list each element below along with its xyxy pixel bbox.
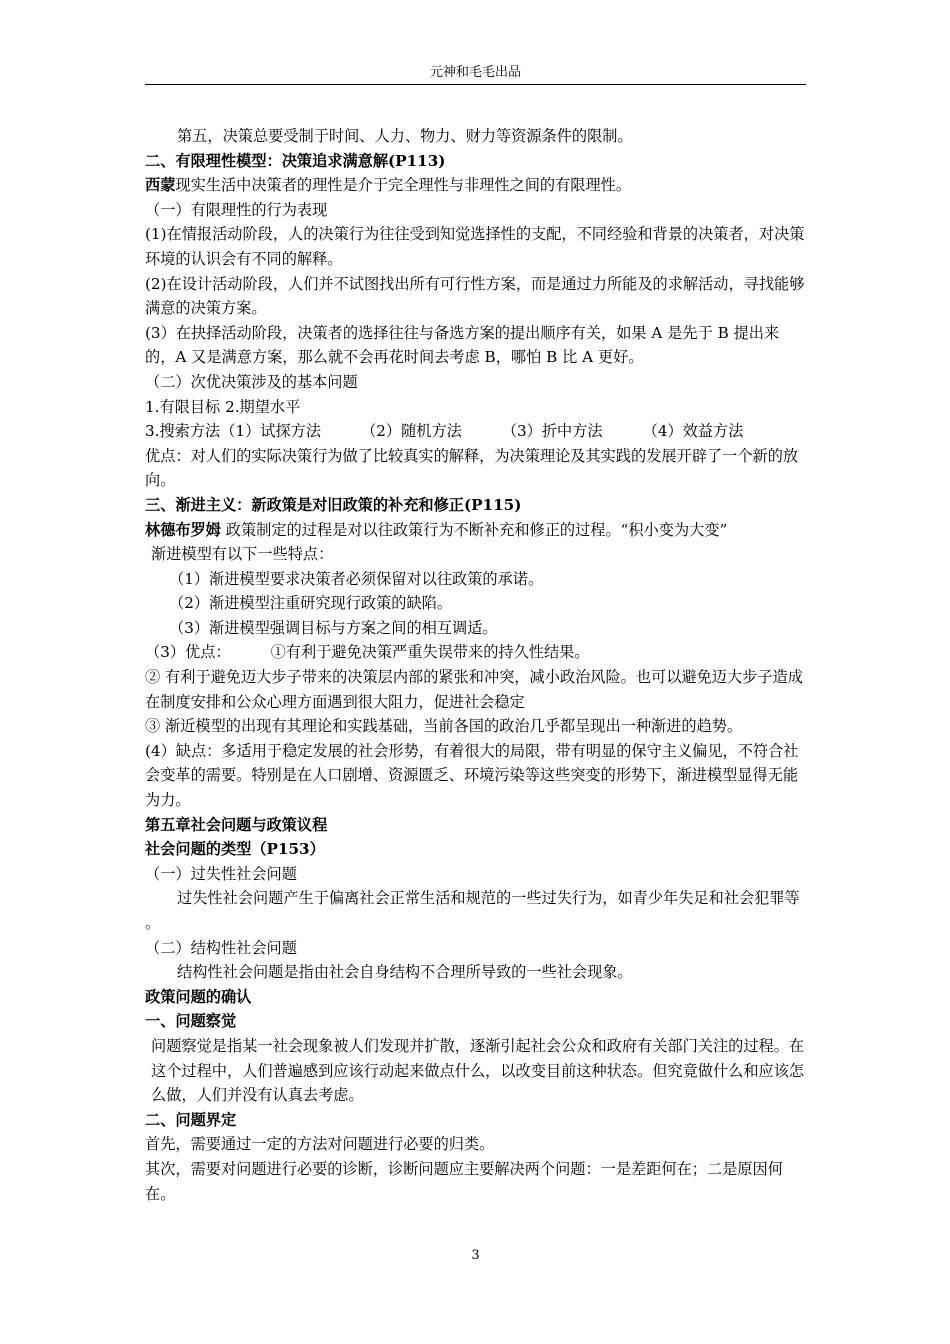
list-item: （2）渐进模型注重研究现行政策的缺陷。 — [169, 594, 453, 613]
method-item: （4）效益方法 — [642, 422, 744, 441]
section-heading: 社会问题的类型（P153） — [145, 840, 325, 859]
page-number: 3 — [471, 1248, 480, 1263]
header-rule — [145, 84, 806, 85]
author-name: 西蒙 — [145, 176, 176, 195]
page-header: 元神和毛毛出品 — [429, 65, 521, 80]
paragraph: 优点：对人们的实际决策行为做了比较真实的解释，为决策理论及其实践的发展开辟了一个新的放向。 — [145, 446, 799, 490]
method-item: 3.搜索方法（1）试探方法 — [145, 422, 322, 441]
paragraph-text: 现实生活中决策者的理性是介于完全理性与非理性之间的有限理性。 — [175, 176, 631, 195]
section-heading: 三、渐进主义：新政策是对旧政策的补充和修正(P115) — [145, 495, 522, 514]
paragraph: 第五，决策总要受制于时间、人力、物力、财力等资源条件的限制。 — [177, 127, 633, 145]
paragraph: 问题察觉是指某一社会现象被人们发现并扩散，逐渐引起社会公众和政府有关部门关注的过程。在这个过程中，人们普遍感到应该行动起来做点什么，以改变目前这种状态。但究竟做什么和应该怎么做，人们并没有认真去考虑。 — [151, 1036, 805, 1105]
paragraph: (1)在情报活动阶段，人的决策行为往往受到知觉选择性的支配，不同经验和背景的决策者，对决策环境的认识会有不同的解释。 — [145, 225, 805, 268]
subheading: （一）过失性社会问题 — [145, 864, 297, 883]
paragraph: 1.有限目标 2.期望水平 — [145, 397, 301, 416]
paragraph: ③ 渐近模型的出现有其理论和实践基础，当前各国的政治几乎都呈现出一种渐进的趋势。 — [145, 717, 743, 736]
subheading: （一）有限理性的行为表现 — [145, 200, 328, 219]
section-heading: 二、有限理性模型：决策追求满意解(P113) — [145, 151, 446, 170]
subheading: （二）结构性社会问题 — [145, 938, 297, 957]
paragraph: 结构性社会问题是指由社会自身结构不合理所导致的一些社会现象。 — [177, 963, 633, 982]
section-heading: 政策问题的确认 — [145, 987, 252, 1006]
section-heading: 一、问题察觉 — [145, 1012, 237, 1031]
paragraph-text: ①有利于避免决策严重失误带来的持久性结果。 — [270, 643, 590, 662]
paragraph — [145, 518, 806, 543]
section-heading: 二、问题界定 — [145, 1110, 237, 1129]
paragraph — [145, 640, 806, 665]
paragraph: 其次，需要对问题进行必要的诊断，诊断问题应主要解决两个问题：一是差距何在；二是原因何在。 — [145, 1159, 783, 1203]
paragraph: 渐进模型有以下一些特点： — [151, 545, 334, 564]
list-item: （1）渐进模型要求决策者必须保留对以往政策的承诺。 — [169, 569, 544, 588]
paragraph: 首先，需要通过一定的方法对问题进行必要的归类。 — [145, 1135, 495, 1154]
paragraph: 过失性社会问题产生于偏离社会正常生活和规范的一些过失行为，如青少年失足和社会犯罪等 。 — [145, 889, 800, 932]
paragraph: (3）在抉择活动阶段，决策者的选择往往与备选方案的提出顺序有关，如果 A 是先于 B 提出来的，A 又是满意方案，那么就不会再花时间去考虑 B，哪怕 B 比 A 更好。 — [145, 323, 780, 367]
advantages-label: （3）优点： — [145, 643, 231, 662]
paragraph: ② 有利于避免迈大步子带来的决策层内部的紧张和冲突，减小政治风险。也可以避免迈大步子造成在制度安排和公众心理方面遇到很大阻力，促进社会稳定 — [145, 668, 803, 711]
method-item: （3）折中方法 — [501, 422, 603, 441]
paragraph — [145, 419, 806, 444]
chapter-heading: 第五章社会问题与政策议程 — [145, 815, 328, 834]
list-item: （3）渐进模型强调目标与方案之间的相互调适。 — [169, 618, 498, 637]
page-content — [145, 124, 806, 1206]
subheading: （二）次优决策涉及的基本问题 — [145, 372, 358, 391]
paragraph — [145, 173, 806, 198]
method-item: （2）随机方法 — [361, 422, 462, 441]
paragraph: (4）缺点：多适用于稳定发展的社会形势，有着很大的局限，带有明显的保守主义偏见，不符合社会变革的需要。特别是在人口剧增、资源匮乏、环境污染等这些突变的形势下，渐进模型显得无能为力。 — [145, 741, 799, 810]
paragraph: (2)在设计活动阶段，人们并不试图找出所有可行性方案，而是通过力所能及的求解活动，寻找能够满意的决策方案。 — [145, 274, 805, 318]
author-name: 林德布罗姆 — [145, 520, 221, 539]
paragraph-text: 政策制定的过程是对以往政策行为不断补充和修正的过程。“积小变为大变” — [220, 520, 728, 539]
